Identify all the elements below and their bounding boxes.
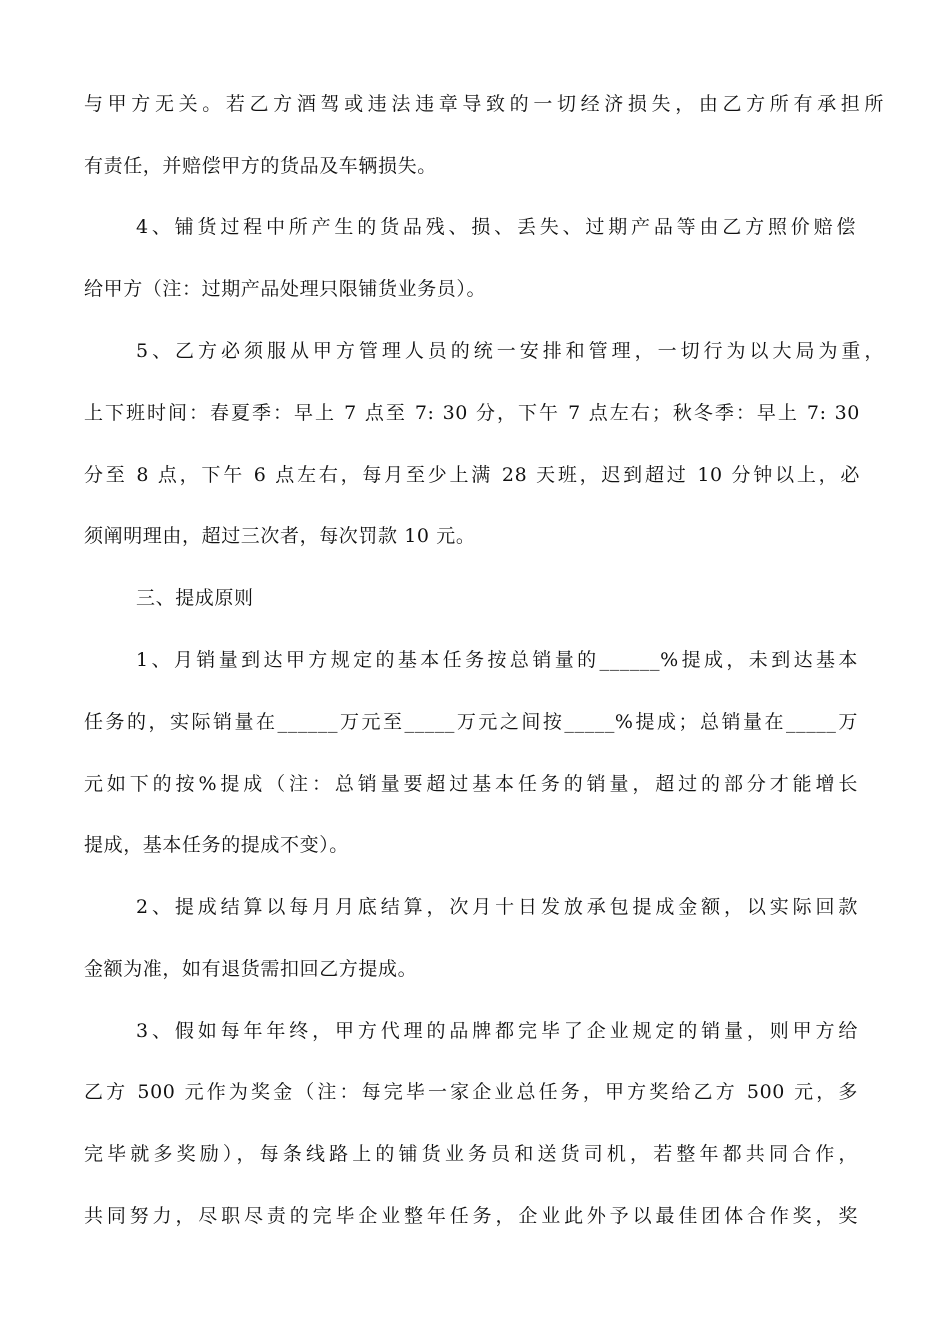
text-line: 须阐明理由，超过三次者，每次罚款 10 元。 — [84, 525, 476, 547]
text-line: 完毕就多奖励），每条线路上的铺货业务员和送货司机，若整年都共同合作， — [84, 1143, 858, 1165]
text-line: 金额为准，如有退货需扣回乙方提成。 — [84, 958, 418, 980]
text-line: 5、乙方必须服从甲方管理人员的统一安排和管理，一切行为以大局为重， — [136, 340, 884, 362]
text-line: 3、假如每年年终，甲方代理的品牌都完毕了企业规定的销量，则甲方给 — [136, 1020, 858, 1042]
text-line: 共同努力，尽职尽责的完毕企业整年任务，企业此外予以最佳团体合作奖，奖 — [84, 1205, 858, 1227]
text-line: 2、提成结算以每月月底结算，次月十日发放承包提成金额，以实际回款 — [136, 896, 858, 918]
text-line: 上下班时间：春夏季：早上 7 点至 7: 30 分，下午 7 点左右；秋冬季：早上 7: 30 — [84, 402, 860, 424]
text-line: 与甲方无关。若乙方酒驾或违法违章导致的一切经济损失，由乙方所有承担所 — [84, 93, 884, 115]
text-line: 有责任，并赔偿甲方的货品及车辆损失。 — [84, 155, 437, 177]
text-line: 元如下的按%提成（注：总销量要超过基本任务的销量，超过的部分才能增长 — [84, 773, 858, 795]
text-line: 分至 8 点，下午 6 点左右，每月至少上满 28 天班，迟到超过 10 分钟以上，必 — [84, 464, 860, 486]
text-line: 乙方 500 元作为奖金（注：每完毕一家企业总任务，甲方奖给乙方 500 元，多 — [84, 1081, 858, 1103]
text-line: 1、月销量到达甲方规定的基本任务按总销量的______%提成，未到达基本 — [136, 649, 858, 671]
text-line: 任务的，实际销量在______万元至_____万元之间按_____%提成；总销量在_____万 — [84, 711, 858, 733]
text-line: 4、铺货过程中所产生的货品残、损、丢失、过期产品等由乙方照价赔偿 — [136, 216, 856, 238]
text-line: 给甲方（注：过期产品处理只限铺货业务员）。 — [84, 278, 487, 300]
text-line: 提成，基本任务的提成不变）。 — [84, 834, 349, 856]
section-heading: 三、提成原则 — [136, 587, 254, 609]
